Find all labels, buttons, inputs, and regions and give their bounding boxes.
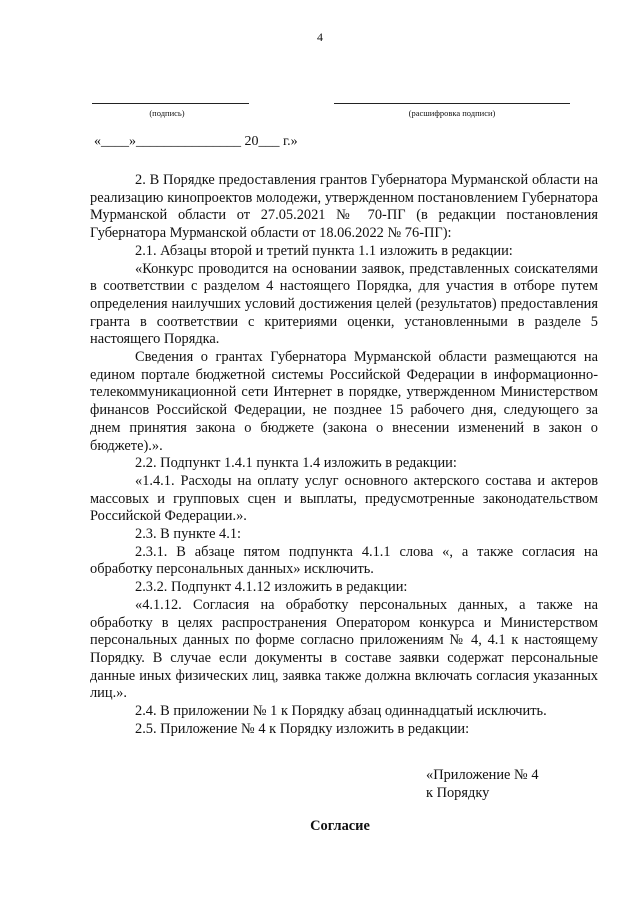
- paragraph: 2.3. В пункте 4.1:: [135, 526, 242, 543]
- paragraph: 2.3.1. В абзаце пятом подпункта 4.1.1 слова «, а также согласия на обработку персональных данных» исключить.: [90, 543, 598, 578]
- paragraph: 2.3.2. Подпункт 4.1.12 изложить в редакции:: [135, 579, 408, 596]
- page-number: 4: [317, 30, 323, 44]
- paragraph: 2.5. Приложение № 4 к Порядку изложить в редакции:: [135, 720, 470, 737]
- appendix-reference: [426, 766, 539, 802]
- signature-line: [92, 103, 249, 104]
- paragraph: 2. В Порядке предоставления грантов Губернатора Мурманской области на реализацию кинопроектов молодежи, утвержденном постановлением Губернатора Мурманской области от 27.05.2021 № 70-ПГ (в редакции постановления Губернатора Мурманской области от 18.06.2022 № 76-ПГ):: [90, 172, 598, 242]
- signature-transcript-caption: (расшифровка подписи): [408, 108, 496, 118]
- paragraph: Сведения о грантах Губернатора Мурманской области размещаются на едином портале бюджетной системы Российской Федерации в информационно-телекоммуникационной сети Интернет в порядке, утвержденном Министерством финансов Российской Федерации, не позднее 15 рабочего дня, следующего за днем принятия закона о бюджете (закона о внесении изменений в закон о бюджете).».: [90, 349, 598, 454]
- paragraph: 2.1. Абзацы второй и третий пункта 1.1 изложить в редакции:: [135, 242, 513, 259]
- paragraph: «Конкурс проводится на основании заявок, представленных соискателями в соответствии с разделом 4 настоящего Порядка, для участия в отборе путем определения наилучших условий достижения целей (результатов) предоставления гранта в соответствии с критериями оценки, установленными в разделе 5 настоящего Порядка.: [90, 260, 598, 348]
- paragraph: 2.2. Подпункт 1.4.1 пункта 1.4 изложить в редакции:: [135, 455, 457, 472]
- date-line: «____»_______________ 20___ г.»: [94, 134, 298, 149]
- paragraph: 2.4. В приложении № 1 к Порядку абзац одиннадцатый исключить.: [135, 703, 547, 720]
- signature-transcript-line: [334, 103, 570, 104]
- appendix-title: «Приложение № 4: [426, 767, 539, 783]
- amendment-text: [90, 172, 598, 739]
- paragraph: «1.4.1. Расходы на оплату услуг основного актерского состава и актеров массовых и групповых сцен и выплаты, предусмотренные законодательством Российской Федерации.».: [90, 472, 598, 525]
- signature-caption: (подпись): [149, 108, 185, 118]
- paragraph: «4.1.12. Согласия на обработку персональных данных, а также на обработку в целях распространения Оператором конкурса и Министерством персональных данных по форме согласно приложениям № 4, 4.1 к настоящему Порядку. В случае если документы в составе заявки содержат персональные данные иных физических лиц, заявка также должна включать согласия указанных лиц.».: [90, 596, 598, 702]
- appendix-subtitle: к Порядку: [426, 785, 490, 801]
- section-heading: Согласие: [310, 818, 370, 834]
